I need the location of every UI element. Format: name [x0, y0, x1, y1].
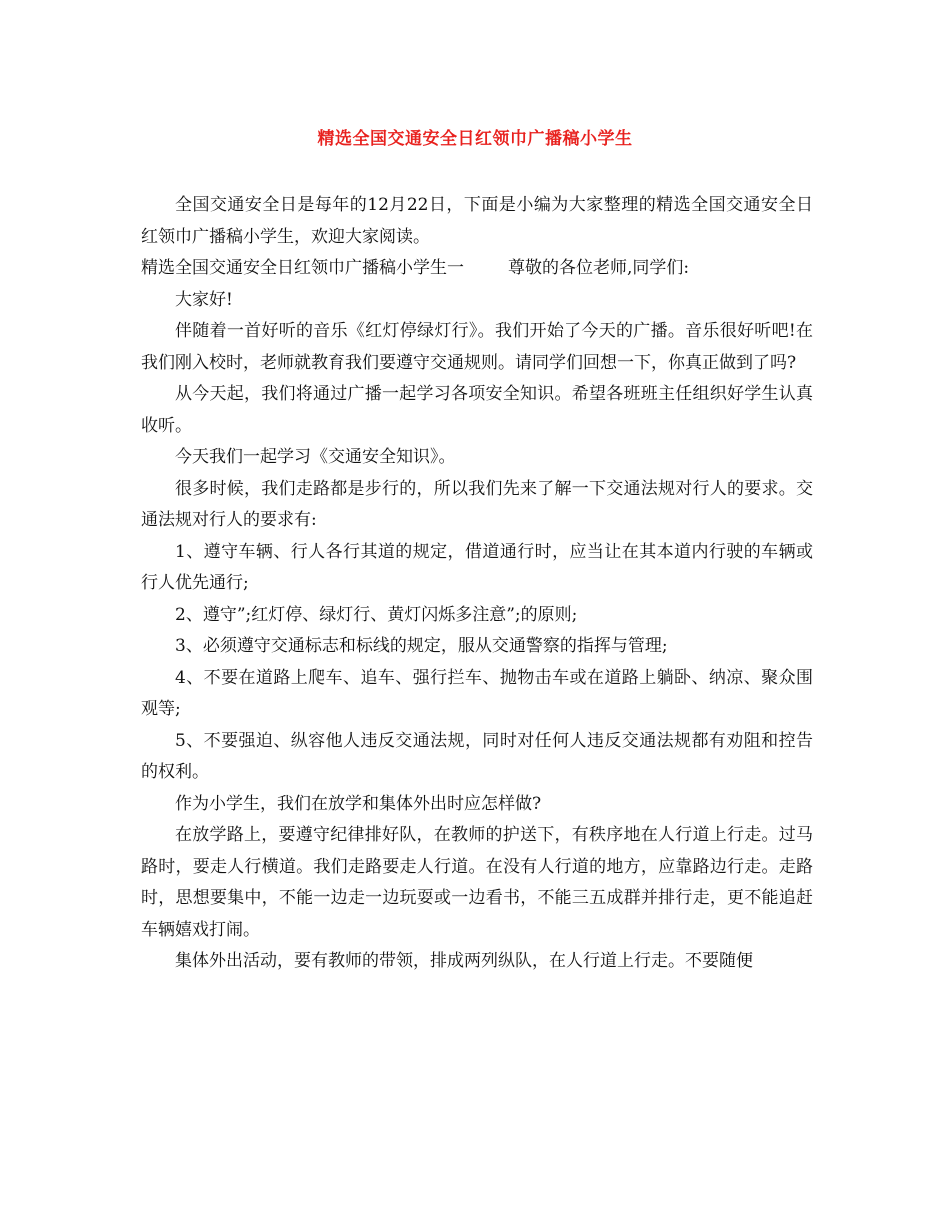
rule-item: 4、不要在道路上爬车、追车、强行拦车、抛物击车或在道路上躺卧、纳凉、聚众围观等; — [141, 667, 813, 719]
paragraph: 今天我们一起学习《交通安全知识》。 — [175, 447, 456, 467]
rule-item: 3、必须遵守交通标志和标线的规定，服从交通警察的指挥与管理; — [175, 636, 668, 656]
rule-item: 5、不要强迫、纵容他人违反交通法规，同时对任何人违反交通法规都有劝阻和控告的权利。 — [141, 730, 813, 782]
paragraph: 从今天起，我们将通过广播一起学习各项安全知识。希望各班班主任组织好学生认真收听。 — [141, 384, 813, 436]
rule-item: 1、遵守车辆、行人各行其道的规定，借道通行时，应当让在其本道内行驶的车辆或行人优先通行; — [141, 541, 813, 593]
salutation: 尊敬的各位老师,同学们: — [508, 258, 690, 278]
document-title: 精选全国交通安全日红领巾广播稿小学生 — [317, 129, 633, 149]
paragraph: 大家好! — [175, 289, 233, 310]
paragraph: 集体外出活动，要有教师的带领，排成两列纵队，在人行道上行走。不要随便 — [175, 951, 753, 971]
paragraph: 作为小学生，我们在放学和集体外出时应怎样做? — [175, 793, 542, 814]
section-heading-line — [141, 253, 813, 285]
paragraph: 伴随着一首好听的音乐《红灯停绿灯行》。我们开始了今天的广播。音乐很好听吧!在我们刚入校时，老师就教育我们要遵守交通规则。请同学们回想一下，你真正做到了吗? — [141, 321, 813, 373]
paragraph: 很多时候，我们走路都是步行的，所以我们先来了解一下交通法规对行人的要求。交通法规对行人的要求有: — [141, 478, 813, 530]
rule-item: 2、遵守”;红灯停、绿灯行、黄灯闪烁多注意”;的原则; — [175, 604, 578, 625]
document-body — [141, 190, 813, 978]
intro-paragraph: 全国交通安全日是每年的12月22日，下面是小编为大家整理的精选全国交通安全日红领巾广播稿小学生，欢迎大家阅读。 — [141, 195, 813, 247]
section-heading: 精选全国交通安全日红领巾广播稿小学生一 — [141, 258, 464, 278]
paragraph: 在放学路上，要遵守纪律排好队，在教师的护送下，有秩序地在人行道上行走。过马路时，要走人行横道。我们走路要走人行道。在没有人行道的地方，应靠路边行走。走路时，思想要集中，不能一边走一边玩耍或一边看书，不能三五成群并排行走，更不能追赶车辆嬉戏打闹。 — [141, 825, 813, 940]
